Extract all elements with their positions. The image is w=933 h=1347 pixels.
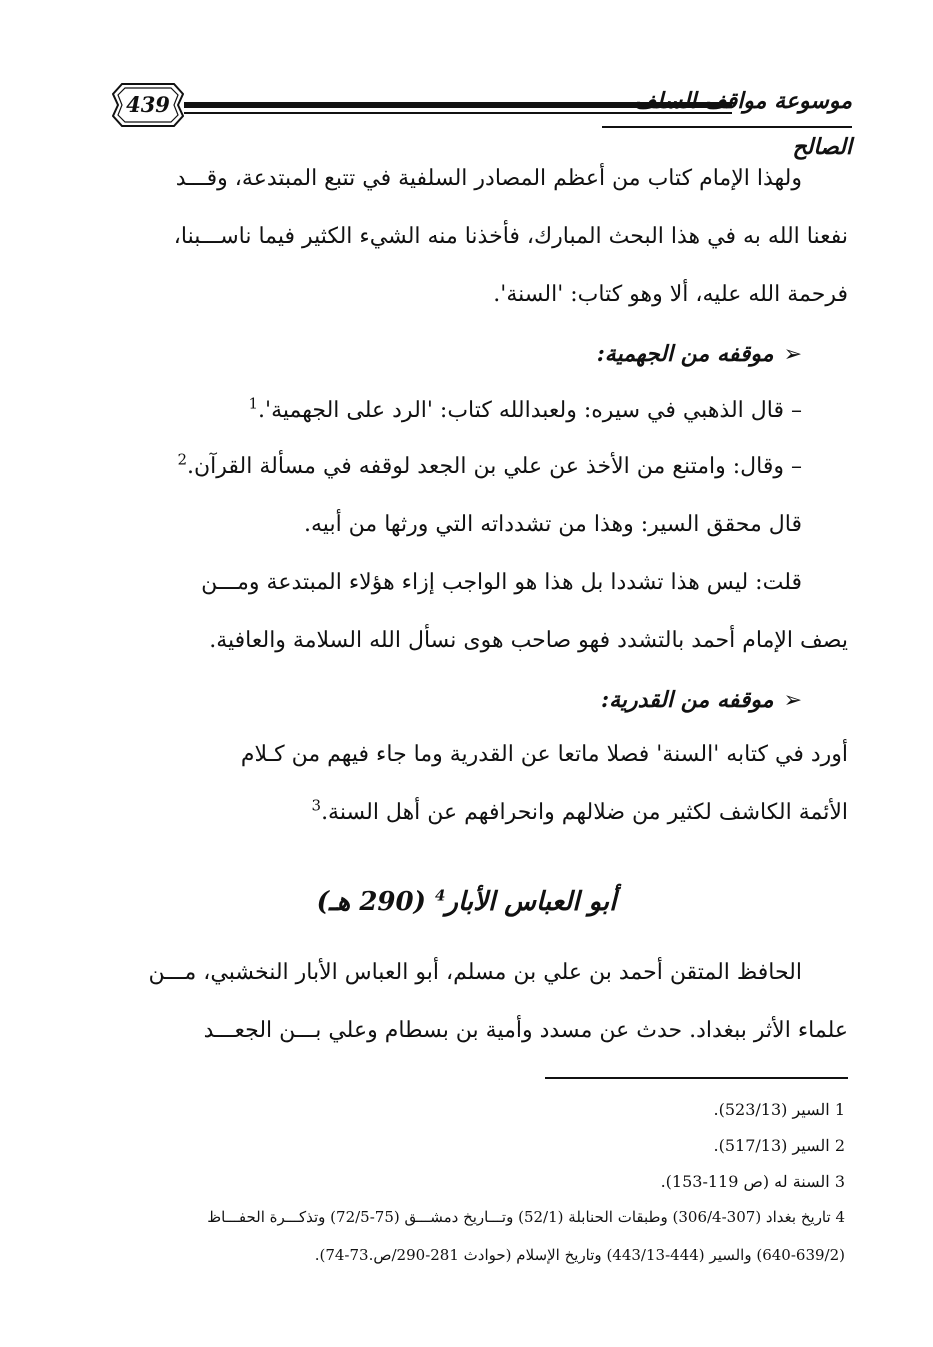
text-line: يصف الإمام أحمد بالتشدد فهو صاحب هوى نسأل الله السلامة والعافية.: [209, 628, 848, 653]
arrow-bullet-icon: ➢: [783, 688, 802, 713]
footnote-ref: 1: [248, 394, 259, 413]
text-line: علماء الأثر ببغداد. حدث عن مسدد وأمية بن بسطام وعلي بـــن الجعـــد: [203, 1018, 848, 1043]
footnote-ref: 3: [311, 796, 322, 815]
quote-line: – وقال: وامتنع من الأخذ عن علي بن الجعد لوقفه في مسألة القرآن.$^2$: [177, 450, 802, 479]
section-body: [108, 944, 848, 1064]
text-line: الحافظ المتقن أحمد بن علي بن مسلم، أبو العباس الأبار النخشبي، مـــن: [148, 960, 802, 985]
section-title: أبو العباس الأبار$^4$ (290 هـ): [316, 886, 617, 917]
arrow-bullet-icon: ➢: [783, 342, 802, 367]
text-line: ولهذا الإمام كتاب من أعظم المصادر السلفية في تتبع المبتدعة، وقـــد: [175, 166, 802, 191]
text-line: فرحمة الله عليه، ألا وهو كتاب: 'السنة'.: [493, 282, 848, 307]
quote-line: – قال الذهبي في سيره: ولعبدالله كتاب: 'الرد على الجهمية'.$^1$: [248, 394, 802, 423]
footnote-ref: 4: [434, 886, 446, 905]
footnote-ref: 2: [177, 450, 187, 469]
subheading-qadariyya: ➢موقفه من القدرية:: [601, 672, 802, 729]
subheading-jahmiyya: ➢موقفه من الجهمية:: [597, 326, 802, 383]
text-line: قال محقق السير: وهذا من تشدداته التي ورثها من أبيه.: [304, 512, 802, 537]
footnote: 1 السير (523/13).: [713, 1100, 845, 1119]
main-text: [108, 150, 848, 870]
page-number: 439: [126, 92, 170, 117]
footnote: 3 السنة له (ص 119-153).: [660, 1172, 845, 1191]
footnote: 2 السير (517/13).: [713, 1136, 845, 1155]
book-title-underline: [602, 126, 852, 128]
text-line: أورد في كتابه 'السنة' فصلا ماتعا عن القدرية وما جاء فيهم من كـلام: [240, 742, 848, 767]
page-header: [112, 78, 852, 160]
book-title: موسوعة مواقف السلف الصالح: [633, 88, 852, 160]
footnote: 4 تاريخ بغداد (307-306/4) وطبقات الحنابلة (52/1) وتـــاريخ دمشـــق (75-72/5) وتذكـــرة الحفـــاظ: [207, 1208, 845, 1226]
footnote: (640-639/2) والسير (444-443/13) وتاريخ الإسلام (حوادث 281-290/ص.73-74).: [314, 1246, 845, 1264]
text-line: نفعنا الله به في هذا البحث المبارك، فأخذنا منه الشيء الكثير فيما ناســـبنا،: [173, 224, 848, 249]
footnote-separator: [545, 1077, 848, 1079]
text-line: قلت: ليس هذا تشددا بل هذا هو الواجب إزاء هؤلاء المبتدعة ومـــن: [201, 570, 802, 595]
page-number-badge: [112, 82, 184, 128]
text-line: الأئمة الكاشف لكثير من ضلالهم وانحرافهم عن أهل السنة.$^3$: [311, 796, 848, 825]
